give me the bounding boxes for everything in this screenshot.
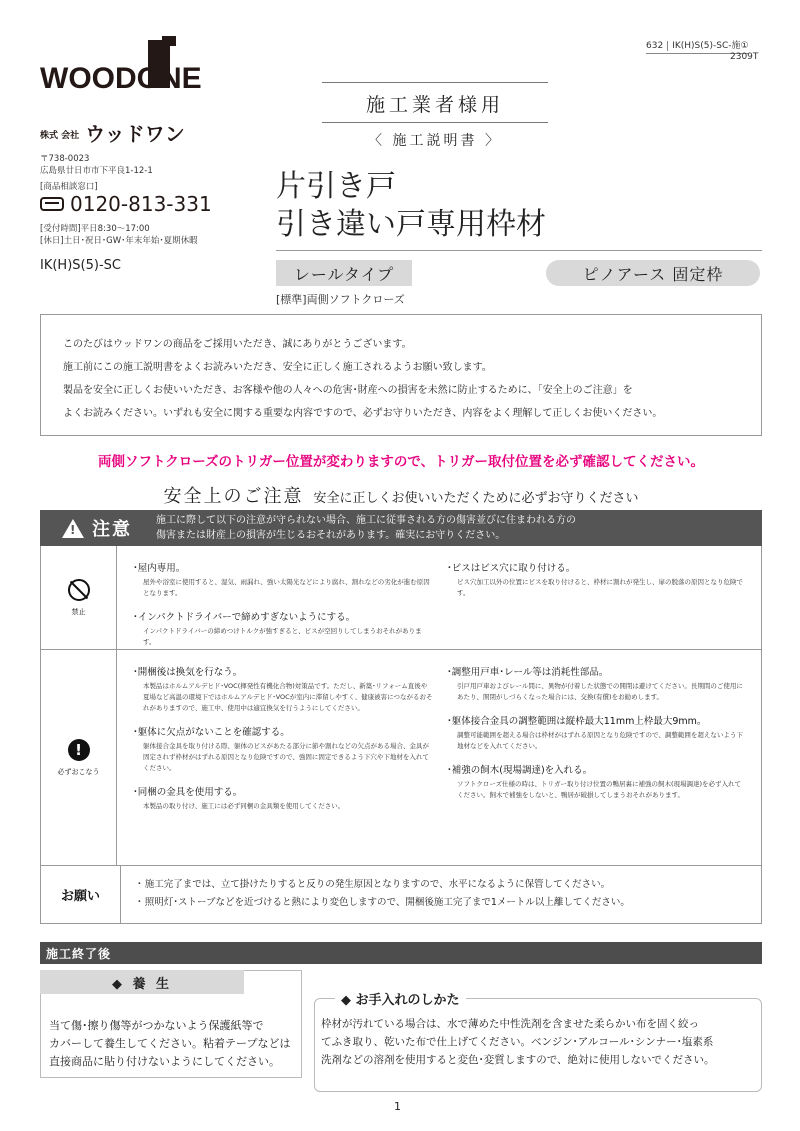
caution-item [133,724,433,774]
curing-heading: ◆ 養 生 [40,970,244,994]
doc-number-left: 632 [646,41,668,51]
mandatory-col-right [447,664,761,857]
mandatory-body [117,650,761,865]
phone-number [40,192,212,216]
title-line-2: 引き違い戸専用枠材 [276,207,546,242]
caution-item-text: 本製品の取り付け、施工には必ず同梱の金具類を使用してください。 [143,802,345,810]
warning-icon [62,519,84,538]
doc-code: IK(H)S(5)-SC-施① [672,41,749,51]
caution-item-text: 引戸用戸車およびレール間に、異物が付着した状態での開閉は避けてください。長期間のご使用にあたり、開閉がしづらくなった場合には、交換(有償)をお勧めします。 [457,682,743,701]
cleaning-heading: ◆ お手入れのしかた [335,989,466,1008]
request-category: お願い [41,866,121,923]
caution-table [40,546,762,924]
woodone-logo [40,36,220,96]
caution-desc-line: 傷害または財産上の損害が生じるおそれがあります。確実にお守りください。 [156,530,506,541]
phone-text: 0120-813-331 [70,192,212,216]
caution-item [133,664,433,714]
intro-box [40,314,762,436]
caution-item [133,609,433,648]
caution-item-title: ･ビスはビス穴に取り付ける。 [447,563,576,574]
caution-item-title: ･躯体に欠点がないことを確認する。 [133,727,290,738]
cleaning-box [314,993,762,1092]
cleaning-line: 洗剤などの溶剤を使用すると変色･変質しますので、絶対に使用しないでください。 [321,1054,715,1066]
caution-item-text: 屋外や浴室に使用すると、湿気、雨漏れ、強い太陽光などにより腐れ、割れなどの劣化が進む原因となります。 [143,578,430,597]
contact-label: [商品相談窓口] [40,182,98,192]
page-title [276,168,546,244]
warning-icon-glyph: ! [70,522,76,537]
intro-line: 施工前にこの施工説明書をよくお読みいただき、安全に正しく施工されるようお願い致します。 [63,362,492,373]
business-hours [40,223,198,247]
curing-line: カバーして養生してください。粘着テープなどは [49,1037,291,1050]
company-name-text: ウッドワン [85,122,185,146]
divider [276,250,762,251]
mandatory-row [41,650,761,866]
caution-label [40,515,156,541]
caution-item [447,762,747,801]
mandatory-label: 必ずおこなう [57,767,100,776]
doc-date: 2309T [730,52,759,62]
intro-line: よくお読みください。いずれも安全に関する重要な内容ですので、必ずお守りいただき、内容をよく理解して正しくお使いください。 [63,408,663,419]
caution-item-title: ･調整用戸車･レール等は消耗性部品。 [447,667,609,678]
caution-item [447,560,747,599]
rail-type-badge: レールタイプ [276,260,412,286]
logo-text: WOODONE [40,62,202,95]
audience-title: 施工業者様用 [365,94,504,116]
hours-line-1: [受付時間]平日8:30〜17:00 [40,224,150,234]
logo-mark-top [162,36,176,46]
safety-heading [40,482,762,508]
prohibited-icon [68,579,90,601]
caution-item-text: 躯体接合金具を取り付ける際、躯体のビスがあたる部分に節や割れなどの欠点がある場合、金具が固定されず枠材がはずれる原因となり危険ですので、強固に固定できるよう下穴や下地材を入れてください。 [143,742,429,772]
prohibited-row [41,546,761,650]
curing-text [49,1017,290,1071]
curing-line: 当て傷･擦り傷等がつかないよう保護紙等で [49,1019,264,1032]
caution-item-title: ･躯体接合金具の調整範囲は縦枠最大11mm上枠最大9mm。 [447,716,707,727]
caution-word: 注意 [92,519,132,540]
caution-item-text: 本製品はホルムアルデヒド･VOC(揮発性有機化合物)対策品です。ただし、新築･リフォーム直後や夏場など高温の環境下ではホルムアルデヒド･VOCが室内に滞留しやすく、健康被害につながるおそれがありますので、施工中、使用中は適宜換気を行うようにしてください。 [143,682,433,712]
intro-line: 製品を安全に正しくお使いいただき、お客様や他の人々への危害･財産への損害を未然に防止するために、「安全上のご注意」を [63,385,633,396]
standard-spec: [標準]両側ソフトクローズ [276,293,405,306]
request-body [121,866,761,923]
trigger-alert: 両側ソフトクローズのトリガー位置が変わりますので、トリガー取付位置を必ず確認してください。 [97,454,704,470]
request-line: ･ 施工完了までは、立て掛けたりすると反りの発生原因となりますので、水平になるように保管してください。 [137,879,611,890]
prohibited-body [117,546,761,649]
freedial-icon [40,197,64,211]
prohibited-col-right [447,560,761,641]
mandatory-col-left [133,664,447,857]
cleaning-line: 枠材が汚れている場合は、水で薄めた中性洗剤を含ませた柔らかい布を固く絞っ [321,1018,699,1030]
company-name [40,118,185,147]
cleaning-line: てふき取り、乾いた布で仕上げてください。ベンジン･アルコール･シンナー･塩素系 [321,1036,714,1048]
caution-item [133,784,433,812]
mandatory-icon: ! [68,739,90,761]
manual-label: 〈 施工説明書 〉 [368,133,502,149]
caution-item-text: ビス穴加工以外の位置にビスを取り付けると、枠材に割れが発生し、扉の脱落の原因となり危険です。 [457,578,743,597]
request-row [41,866,761,924]
caution-item-title: ･屋内専用。 [133,563,186,574]
caution-item-title: ･同梱の金具を使用する。 [133,787,243,798]
prohibited-col-left [133,560,447,646]
title-line-1: 片引き戸 [276,169,396,204]
caution-item-text: ソフトクローズ仕様の時は、トリガー取り付け位置の鴨居裏に補強の飼木(現場調達)を必ず入れてください。飼木で補強をしないと、鴨居が破損してしまうおそれがあります。 [457,780,742,799]
request-line: ･ 照明灯･ストーブなどを近づけると熱により変色しますので、開梱後施工完了まで1メートル以上離してください。 [137,897,630,908]
model-code: IK(H)S(5)-SC [40,258,121,273]
prohibited-category [41,546,117,649]
caution-item [447,713,747,752]
curing-box [40,970,302,1078]
caution-item [133,560,433,599]
curing-line: 直接商品に貼り付けないようにしてください。 [49,1055,280,1068]
company-prefix: 株式 会社 [40,130,80,141]
caution-item-text: インパクトドライバーの締めつけトルクが強すぎると、ビスが空回りしてしまうおそれがあります。 [143,627,422,646]
prohibited-label: 禁止 [71,607,86,616]
caution-item-title: ･インパクトドライバーで締めすぎないようにする。 [133,612,356,623]
caution-item-title: ･補強の飼木(現場調達)を入れる。 [447,765,593,776]
caution-description [156,513,576,543]
intro-line: このたびはウッドワンの商品をご採用いただき、誠にありがとうございます。 [63,339,412,350]
caution-bar [40,510,762,546]
address-street: 広島県廿日市市下平良1-12-1 [40,166,153,176]
mandatory-category [41,650,117,865]
safety-subtitle: 安全に正しくお使いいただくために必ずお守りください [313,491,639,506]
caution-desc-line: 施工に際して以下の注意が守られない場合、施工に従事される方の傷害並びに住まわれる方の [156,515,576,526]
cleaning-text [321,1015,715,1069]
caution-item-text: 調整可能範囲を超える場合は枠材がはずれる原因となり危険ですので、調整範囲を超えないよう下地材などを入れてください。 [457,731,743,750]
address-zip: 〒738-0023 [40,154,90,164]
divider [322,82,548,83]
divider [322,122,548,123]
caution-item-title: ･開梱後は換気を行なう。 [133,667,243,678]
safety-title: 安全上のご注意 [163,486,304,507]
address [40,153,153,177]
after-construction-bar: 施工終了後 [40,942,762,964]
caution-item [447,664,747,703]
page-number: 1 [394,1100,401,1113]
frame-type-badge: ピノアース 固定枠 [546,260,760,286]
hours-line-2: [休日]土日･祝日･GW･年末年始･夏期休暇 [40,236,198,246]
